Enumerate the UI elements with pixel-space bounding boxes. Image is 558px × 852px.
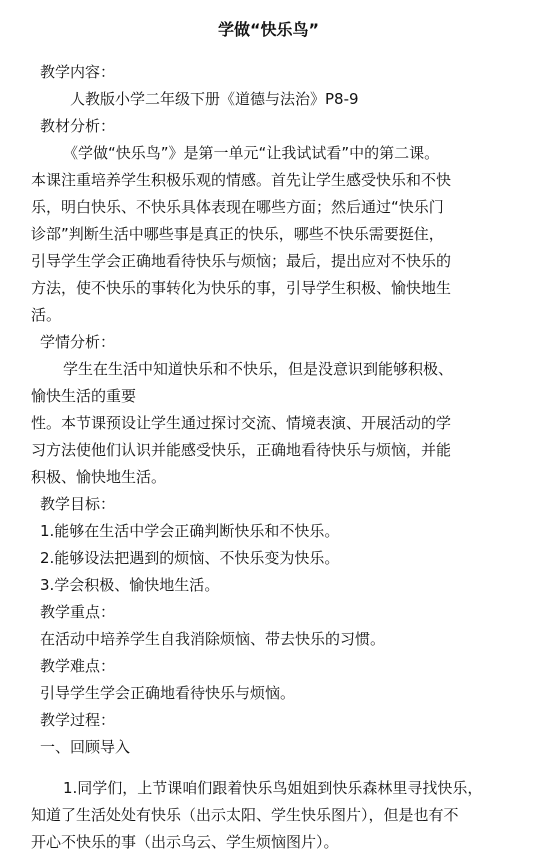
- paragraph-line: 引导学生学会正确地看待快乐与烦恼；最后，提出应对不快乐的: [31, 252, 452, 270]
- paragraph-line: 活。: [31, 306, 62, 324]
- goal-item-1: 1.能够在生活中学会正确判断快乐和不快乐。: [40, 522, 340, 540]
- paragraph-line: 方法，使不快乐的事转化为快乐的事，引导学生积极、愉快地生: [31, 279, 452, 297]
- paragraph-line: 开心不快乐的事（出示乌云、学生烦恼图片）。: [31, 833, 339, 851]
- goal-item-3: 3.学会积极、愉快地生活。: [40, 576, 220, 594]
- paragraph-line: 乐，明白快乐、不快乐具体表现在哪些方面；然后通过“快乐门: [31, 198, 444, 216]
- section-heading-teaching-process: 教学过程：: [40, 711, 116, 729]
- paragraph-line: 人教版小学二年级下册《道德与法治》P8-9: [70, 90, 359, 108]
- document-title: 学做“快乐鸟”: [218, 20, 320, 39]
- paragraph-line: 知道了生活处处有快乐（出示太阳、学生快乐图片），但是也有不: [31, 806, 459, 824]
- section-heading-student-analysis: 学情分析：: [40, 333, 116, 351]
- section-heading-material-analysis: 教材分析：: [40, 117, 116, 135]
- subheading-review: 一、回顾导入: [40, 738, 131, 756]
- section-heading-teaching-content: 教学内容：: [40, 63, 116, 81]
- paragraph-line: 1.同学们，上节课咱们跟着快乐鸟姐姐到快乐森林里寻找快乐，: [63, 779, 483, 797]
- section-heading-teaching-goals: 教学目标：: [40, 495, 116, 513]
- paragraph-line: 本课注重培养学生积极乐观的情感。首先让学生感受快乐和不快: [31, 171, 452, 189]
- paragraph-line: 愉快生活的重要: [31, 387, 137, 405]
- paragraph-line: 在活动中培养学生自我消除烦恼、带去快乐的习惯。: [40, 630, 386, 648]
- paragraph-line: 习方法使他们认识并能感受快乐，正确地看待快乐与烦恼，并能: [31, 441, 452, 459]
- paragraph-line: 诊部”判断生活中哪些事是真正的快乐，哪些不快乐需要挺住，: [31, 225, 444, 243]
- paragraph-line: 引导学生学会正确地看待快乐与烦恼。: [40, 684, 296, 702]
- paragraph-line: 积极、愉快地生活。: [31, 468, 167, 486]
- goal-item-2: 2.能够设法把遇到的烦恼、不快乐变为快乐。: [40, 549, 340, 567]
- paragraph-line: 性。本节课预设让学生通过探讨交流、情境表演、开展活动的学: [31, 414, 452, 432]
- paragraph-line: 学生在生活中知道快乐和不快乐，但是没意识到能够积极、: [63, 360, 454, 378]
- section-heading-key-point: 教学重点：: [40, 603, 116, 621]
- paragraph-line: 《学做“快乐鸟”》是第一单元“让我试试看”中的第二课。: [63, 144, 440, 162]
- section-heading-difficulty: 教学难点：: [40, 657, 116, 675]
